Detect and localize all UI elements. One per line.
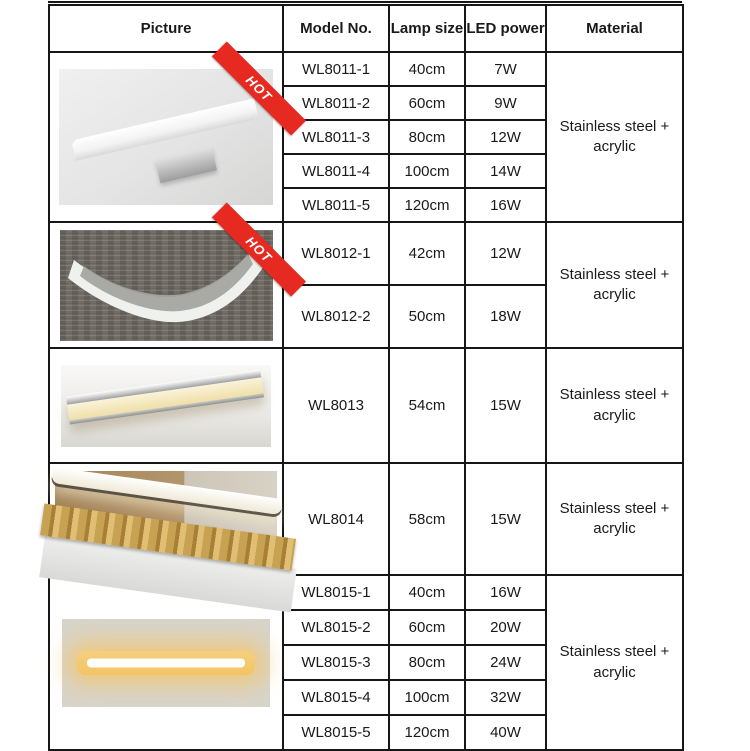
material-cell-wl8014: Stainless steel + acrylic xyxy=(546,463,683,575)
size-cell: 40cm xyxy=(389,52,465,86)
model-cell: WL8015-5 xyxy=(283,715,389,750)
header-row xyxy=(49,5,683,52)
picture-cell-wl8012 xyxy=(49,222,283,348)
hot-ribbon-label: HOT xyxy=(211,202,305,296)
size-cell: 120cm xyxy=(389,715,465,750)
material-cell-wl8015: Stainless steel + acrylic xyxy=(546,575,683,750)
power-cell: 16W xyxy=(465,575,546,610)
header-material: Material xyxy=(546,5,683,52)
size-cell: 42cm xyxy=(389,222,465,285)
power-cell: 14W xyxy=(465,154,546,188)
curved-lamp-bar xyxy=(51,467,283,515)
material-cell-wl8012: Stainless steel + acrylic xyxy=(546,222,683,348)
power-cell: 9W xyxy=(465,86,546,120)
size-cell: 50cm xyxy=(389,285,465,348)
model-cell: WL8011-1 xyxy=(283,52,389,86)
power-cell: 7W xyxy=(465,52,546,86)
model-cell: WL8014 xyxy=(283,463,389,575)
lamp-white-strip xyxy=(87,658,245,667)
model-cell: WL8015-1 xyxy=(283,575,389,610)
size-cell: 60cm xyxy=(389,610,465,645)
material-cell-wl8011: Stainless steel + acrylic xyxy=(546,52,683,222)
model-cell: WL8015-4 xyxy=(283,680,389,715)
hot-ribbon-label: HOT xyxy=(212,41,306,135)
product-photo-wl8015 xyxy=(62,619,270,707)
power-cell: 12W xyxy=(465,222,546,285)
size-cell: 40cm xyxy=(389,575,465,610)
spec-table xyxy=(48,4,684,751)
product-photo-wl8013 xyxy=(61,365,271,447)
table-top-rule xyxy=(48,1,682,3)
model-cell: WL8015-2 xyxy=(283,610,389,645)
material-cell-wl8013: Stainless steel + acrylic xyxy=(546,348,683,463)
model-cell: WL8011-5 xyxy=(283,188,389,222)
power-cell: 16W xyxy=(465,188,546,222)
power-cell: 32W xyxy=(465,680,546,715)
hot-ribbon xyxy=(211,222,285,296)
table-row xyxy=(49,463,683,575)
picture-cell-wl8011 xyxy=(49,52,283,222)
power-cell: 40W xyxy=(465,715,546,750)
power-cell: 24W xyxy=(465,645,546,680)
lamp-bar xyxy=(66,369,264,424)
model-cell: WL8012-1 xyxy=(283,222,389,285)
power-cell: 20W xyxy=(465,610,546,645)
model-cell: WL8013 xyxy=(283,348,389,463)
header-lampsize: Lamp size xyxy=(389,5,465,52)
size-cell: 80cm xyxy=(389,120,465,154)
table-row xyxy=(49,348,683,463)
model-cell: WL8011-4 xyxy=(283,154,389,188)
table-row xyxy=(49,222,683,285)
power-cell: 15W xyxy=(465,348,546,463)
picture-cell-wl8013 xyxy=(49,348,283,463)
hot-ribbon xyxy=(211,61,285,135)
picture-cell-wl8014 xyxy=(49,463,283,575)
header-ledpower: LED power xyxy=(465,5,546,52)
size-cell: 120cm xyxy=(389,188,465,222)
product-photo-wl8011 xyxy=(59,69,276,205)
power-cell: 12W xyxy=(465,120,546,154)
power-cell: 18W xyxy=(465,285,546,348)
size-cell: 58cm xyxy=(389,463,465,575)
product-photo-wl8012 xyxy=(60,230,273,341)
model-cell: WL8011-2 xyxy=(283,86,389,120)
model-cell: WL8015-3 xyxy=(283,645,389,680)
power-cell: 15W xyxy=(465,463,546,575)
product-photo-wl8014 xyxy=(55,471,277,567)
size-cell: 100cm xyxy=(389,680,465,715)
model-cell: WL8012-2 xyxy=(283,285,389,348)
size-cell: 60cm xyxy=(389,86,465,120)
header-picture: Picture xyxy=(49,5,283,52)
lamp-bracket xyxy=(155,147,217,183)
table-row xyxy=(49,52,683,86)
model-cell: WL8011-3 xyxy=(283,120,389,154)
size-cell: 80cm xyxy=(389,645,465,680)
size-cell: 54cm xyxy=(389,348,465,463)
size-cell: 100cm xyxy=(389,154,465,188)
header-model: Model No. xyxy=(283,5,389,52)
